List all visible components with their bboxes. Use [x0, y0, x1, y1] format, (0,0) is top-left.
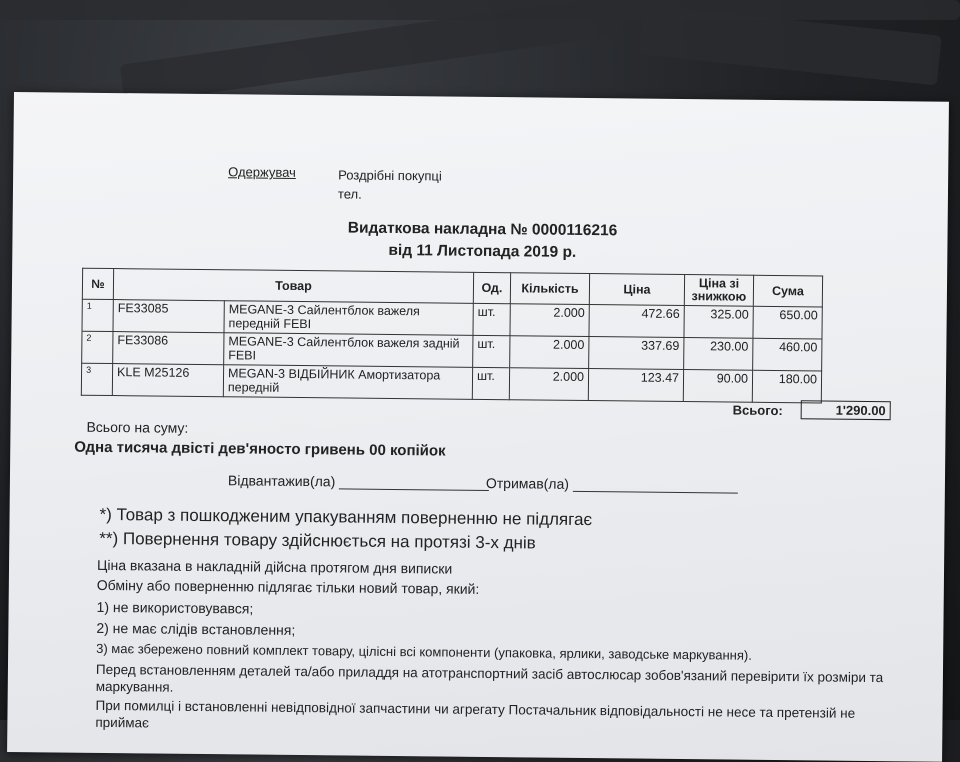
total-label: Всього:	[732, 402, 783, 419]
quantity: 2.000	[510, 336, 589, 369]
col-header-sum: Сума	[753, 275, 822, 307]
col-header-discount-price: Ціна зі знижкою	[684, 275, 753, 307]
col-header-unit: Од.	[473, 272, 510, 303]
condition-line: 2) не має слідів встановлення;	[96, 619, 296, 638]
items-table	[81, 268, 823, 404]
discount-price: 325.00	[684, 306, 753, 339]
col-header-quantity: Кількість	[510, 273, 589, 305]
condition-line: 3) має збережено повний комплект товару, цілісні всі компоненти (упаковка, ярлики, заводське маркування).	[96, 640, 752, 663]
price: 472.66	[589, 305, 684, 338]
unit: шт.	[472, 367, 509, 399]
discount-price: 230.00	[684, 338, 753, 371]
notice-return-period: **) Повернення товару здійснюється на протязі 3-х днів	[99, 528, 536, 553]
price: 337.69	[589, 337, 684, 370]
signature-line	[339, 474, 489, 491]
document-number: Видаткова накладна № 0000116216	[347, 219, 618, 240]
condition-line: При помилці і встановленні невідповідної запчастини чи агрегату Постачальник відповідальності не несе та претензій не приймає	[95, 697, 856, 731]
condition-line: Обміну або поверненню підлягає тільки новий товар, який:	[96, 576, 480, 597]
product-code: FE33086	[113, 332, 224, 365]
product-code: KLE M25126	[112, 364, 223, 397]
total-value: 1'290.00	[801, 400, 891, 420]
received-label: Отримав(ла)	[485, 474, 570, 492]
product-name: MEGANE-3 Сайлентблок важеля задній FEBI	[224, 333, 473, 368]
recipient-label: Одержувач	[228, 164, 296, 180]
received-signature	[486, 475, 738, 494]
unit: шт.	[473, 303, 510, 335]
document-date: від 11 Листопада 2019 р.	[388, 241, 577, 261]
product-code: FE33085	[113, 300, 224, 333]
product-name: MEGAN-3 ВІДБІЙНИК Амортизатора передній	[223, 365, 472, 400]
condition-line: Перед встановленням деталей та/або приладдя на атотранспортний засіб автослюсар зобов'язаний перевірити їх розміри та маркування.	[95, 661, 884, 695]
sum-caption: Всього на суму:	[86, 418, 189, 436]
unit: шт.	[473, 335, 510, 367]
row-number: 1	[82, 299, 113, 331]
quantity: 2.000	[509, 368, 588, 401]
document-title	[312, 217, 652, 265]
line-sum: 460.00	[753, 338, 822, 371]
line-sum: 180.00	[752, 370, 821, 403]
sum-in-words: Одна тисяча двісті дев'яносто гривень 00 копійок	[74, 438, 446, 460]
col-header-product: Товар	[113, 269, 473, 304]
notice-damaged-package: *) Товар з пошкодженим упакуванням поверненню не підлягає	[99, 504, 593, 530]
recipient-phone-label: тел.	[337, 186, 362, 202]
condition-line: 1) не використовувався;	[96, 598, 254, 617]
price: 123.47	[588, 369, 683, 402]
line-sum: 650.00	[753, 306, 822, 339]
quantity: 2.000	[510, 304, 589, 337]
shipped-signature	[228, 472, 490, 491]
recipient-name: Роздрібні покупці	[338, 167, 442, 184]
recipient-info	[338, 165, 442, 204]
product-name: MEGANE-3 Сайлентблок важеля передній FEBI	[224, 301, 473, 336]
col-header-number: №	[82, 268, 113, 299]
table-row	[81, 363, 821, 403]
row-number: 2	[82, 331, 113, 363]
signature-line	[573, 477, 738, 494]
condition-line: Ціна вказана в накладній дійсна протягом дня виписки	[96, 556, 453, 577]
discount-price: 90.00	[683, 370, 752, 403]
invoice-paper	[7, 92, 949, 762]
row-number: 3	[81, 363, 112, 395]
shipped-label: Відвантажив(ла)	[227, 472, 336, 490]
col-header-price: Ціна	[589, 274, 684, 306]
